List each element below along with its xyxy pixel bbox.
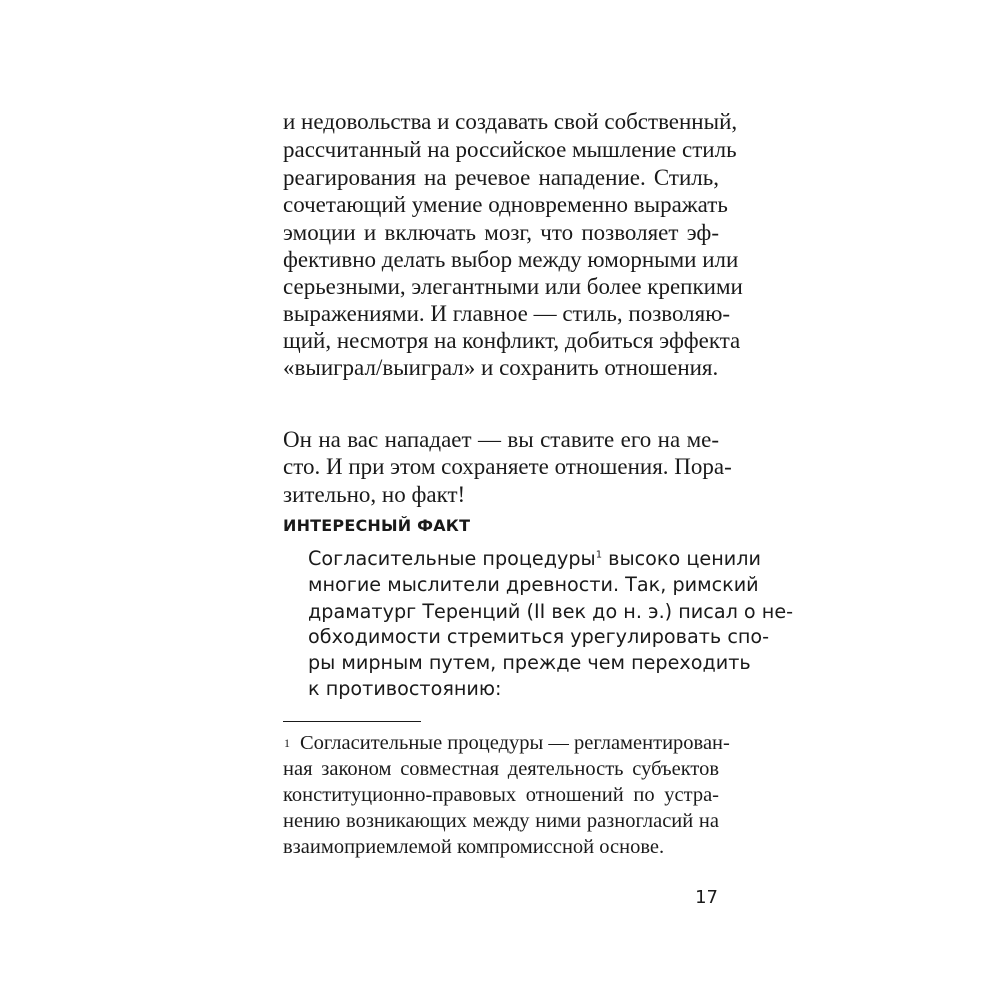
fact-heading: ИНТЕРЕСНЫЙ ФАКТ xyxy=(283,516,471,535)
text-line: рассчитанный на российское мышление стиль xyxy=(283,137,737,162)
footnote-line: Согласительные процедуры — регламентирован- xyxy=(300,732,730,754)
text-line: реагирования на речевое нападение. Стиль, xyxy=(283,165,719,190)
fact-line: обходимости стремиться урегулировать спо- xyxy=(308,625,770,648)
text-line: выражениями. И главное — стиль, позволяю- xyxy=(283,301,731,326)
footnote-line: ная законом совместная деятельность субъектов xyxy=(283,758,719,780)
text-line: эмоции и включать мозг, что позволяет эф- xyxy=(283,220,719,245)
footnote-line: нению возникающих между ними разногласий на xyxy=(283,810,719,832)
footnote-mark: 1 xyxy=(284,736,290,750)
fact-line: ры мирным путем, прежде чем переходить xyxy=(308,651,751,674)
text-line: сто. И при этом сохраняете отношения. Пора- xyxy=(283,454,732,479)
fact-line: многие мыслители древности. Так, римский xyxy=(308,573,759,596)
text-line: сочетающий умение одновременно выражать xyxy=(283,192,728,217)
footnote-reference[interactable]: 1 xyxy=(595,549,603,561)
text-line: и недовольства и создавать свой собственный, xyxy=(283,109,738,134)
footnote-line: взаимоприемлемой компромиссной основе. xyxy=(283,836,665,858)
text-line: щий, несмотря на конфликт, добиться эффекта xyxy=(283,328,741,353)
text-line: зительно, но факт! xyxy=(283,482,466,507)
text-line: фективно делать выбор между юморными или xyxy=(283,247,739,272)
fact-line: к противостоянию: xyxy=(308,677,502,700)
footnote-line: конституционно-правовых отношений по устра- xyxy=(283,784,719,806)
fact-text: Согласительные процедуры xyxy=(308,547,596,570)
footnote-divider xyxy=(283,721,421,722)
fact-text: высоко ценили xyxy=(602,547,761,570)
fact-line: драматург Теренций (II век до н. э.) писал о не- xyxy=(308,600,794,623)
fact-line xyxy=(308,545,761,572)
text-line: Он на вас нападает — вы ставите его на ме- xyxy=(283,427,719,452)
page-number: 17 xyxy=(695,887,718,908)
text-line: «выиграл/выиграл» и сохранить отношения. xyxy=(283,355,719,380)
text-line: серьезными, элегантными или более крепкими xyxy=(283,274,743,299)
